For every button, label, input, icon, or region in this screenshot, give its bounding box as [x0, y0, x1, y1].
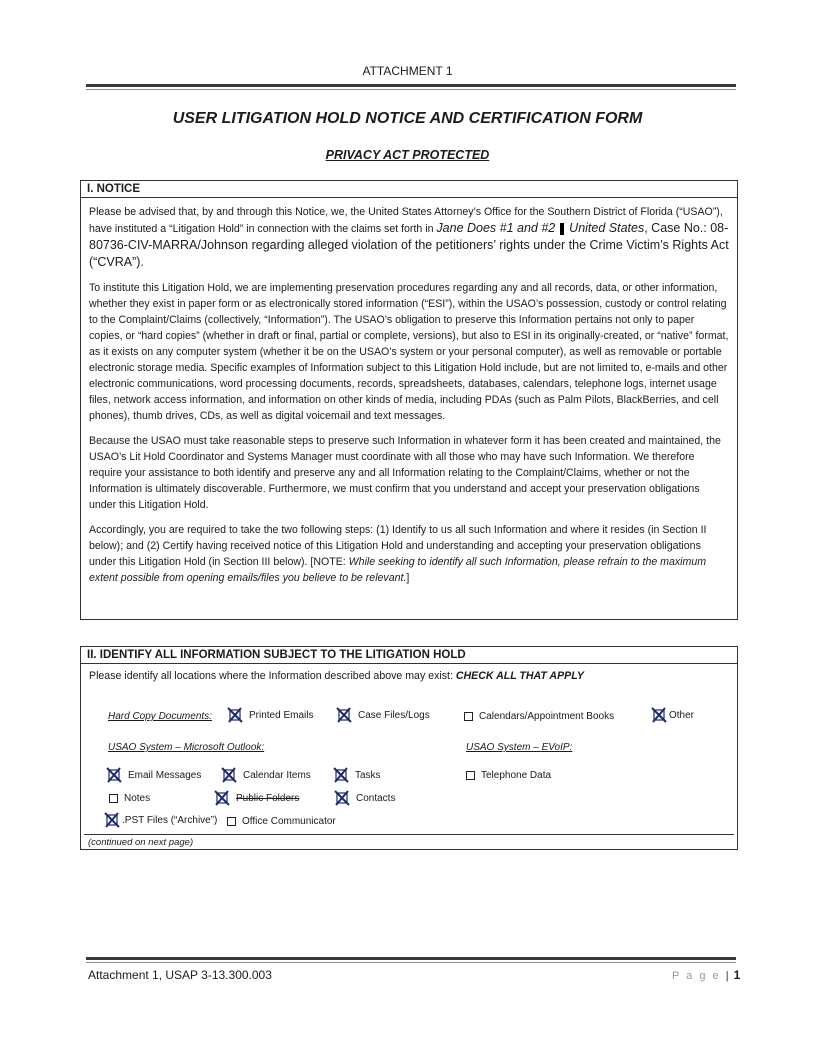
section-notice — [80, 180, 738, 620]
notice-paragraph-2: To institute this Litigation Hold, we are implementing preservation procedures regarding any and all records, data, or other information, whether they exist in paper form or as electronically stored information (“ESI”), within the USAO’s possession, custody or control relating to the Complaint/Claims (collectively, “Information”). The USAO’s obligation to preserve this Information pertains not only to paper copies, or “hard copies” (whether in draft or final, partial or complete, versions), but also to ESI in its originally-created, or “native” format, as it exists on any computer system (whether it be on the USAO’s system or your personal computer), as well as removable or portable electronic storage media. Specific examples of Information subject to this Litigation Hold include, but are not limited to, e-mails and other electronic communications, word processing documents, records, spreadsheets, databases, calendars, telephone logs, internet usage files, network access information, and information on other kinds of media, including PDAs (such as Palm Pilots, BlackBerries, and cell phones), thumb drives, CDs, as well as digital voicemail and text messages. — [89, 282, 729, 422]
pst-files-option[interactable]: .PST Files (“Archive”) — [104, 812, 217, 828]
contacts-option[interactable]: Contacts — [334, 790, 395, 806]
checked-x-icon[interactable] — [221, 767, 237, 783]
case-files-option[interactable]: Case Files/Logs — [336, 707, 430, 723]
footer-rule-thin — [86, 962, 736, 963]
public-folders-option[interactable]: Public Folders — [214, 790, 299, 806]
footer-reference: Attachment 1, USAP 3-13.300.003 — [88, 968, 272, 982]
telephone-data-option[interactable]: Telephone Data — [466, 770, 551, 781]
printed-emails-option[interactable]: Printed Emails — [227, 707, 313, 723]
checked-x-icon[interactable] — [333, 767, 349, 783]
office-communicator-option[interactable]: Office Communicator — [227, 816, 336, 827]
other-option[interactable]: Other — [651, 707, 694, 723]
empty-checkbox[interactable] — [466, 771, 475, 780]
form-subtitle: PRIVACY ACT PROTECTED — [325, 148, 490, 162]
continued-divider — [84, 834, 734, 835]
section-identify-heading: II. IDENTIFY ALL INFORMATION SUBJECT TO THE LITIGATION HOLD — [81, 647, 737, 664]
hard-copy-label: Hard Copy Documents: — [108, 711, 212, 722]
case-name: Jane Does #1 and #2 — [436, 221, 556, 235]
page-number: 1 — [733, 968, 741, 982]
calendars-books-option[interactable]: Calendars/Appointment Books — [464, 711, 614, 722]
header-rule — [86, 84, 736, 87]
empty-checkbox[interactable] — [464, 712, 473, 721]
checked-x-icon[interactable] — [104, 812, 120, 828]
page-indicator: P a g e | 1 — [672, 968, 741, 982]
notice-paragraph-1: Please be advised that, by and through this Notice, we, the United States Attorney’s Office for the Southern District of Florida (“USAO”), have instituted a “Litigation Hold” in connection with the claims set forth in Jane Does #1 and #2 United States, Case No.: 08-80736-CIV-MARRA/Johnson regarding alleged violation of the petitioners’ rights under the Crime Victim’s Rights Act (“CVRA”). — [89, 206, 729, 269]
email-messages-option[interactable]: Email Messages — [106, 767, 201, 783]
notes-option[interactable]: Notes — [109, 793, 150, 804]
form-title: USER LITIGATION HOLD NOTICE AND CERTIFICATION FORM — [172, 110, 643, 127]
checked-x-icon[interactable] — [227, 707, 243, 723]
voip-label: USAO System – EVoIP: — [466, 742, 573, 753]
section-notice-heading: I. NOTICE — [81, 181, 737, 198]
notice-paragraph-3: Because the USAO must take reasonable steps to preserve such Information in whatever form it has been created and maintained, the USAO’s Lit Hold Coordinator and Systems Manager must coordinate with all those who may have such Information. We therefore require your assistance to both identify and preserve any and all Information relating to the Complaint/Claims, whether or not the Information is ultimately discoverable. Furthermore, we must confirm that you understand and accept your preservation obligations under this Litigation Hold. — [89, 435, 721, 511]
empty-checkbox[interactable] — [227, 817, 236, 826]
attachment-header: ATTACHMENT 1 — [362, 64, 453, 78]
outlook-label: USAO System – Microsoft Outlook: — [108, 742, 265, 753]
calendar-items-option[interactable]: Calendar Items — [221, 767, 311, 783]
notice-paragraph-4: Accordingly, you are required to take the two following steps: (1) Identify to us all such Information and where it resides (in Section II below); and (2) Certify having received notice of this Litigation Hold and understanding and accepting your preservation obligations under this Litigation Hold (in Section III below). [NOTE: While seeking to identify all such Information, please refrain to the maximum extent possible from opening emails/files you believe to be relevant.] — [89, 524, 707, 584]
identify-intro: Please identify all locations where the Information described above may exist: CHECK ALL THAT APPLY — [89, 670, 584, 682]
header-rule-thin — [86, 89, 736, 90]
continued-note: (continued on next page) — [88, 837, 194, 848]
checked-x-icon[interactable] — [334, 790, 350, 806]
checked-x-icon[interactable] — [651, 707, 667, 723]
footer-rule — [86, 957, 736, 960]
note-text: While seeking to identify all such Information, please refrain to the maximum extent possible from opening emails/files you believe to be relevant. — [89, 556, 707, 584]
empty-checkbox[interactable] — [109, 794, 118, 803]
checked-x-icon[interactable] — [106, 767, 122, 783]
checked-x-icon[interactable] — [214, 790, 230, 806]
checked-x-icon[interactable] — [336, 707, 352, 723]
redaction-mark — [560, 223, 564, 235]
tasks-option[interactable]: Tasks — [333, 767, 381, 783]
